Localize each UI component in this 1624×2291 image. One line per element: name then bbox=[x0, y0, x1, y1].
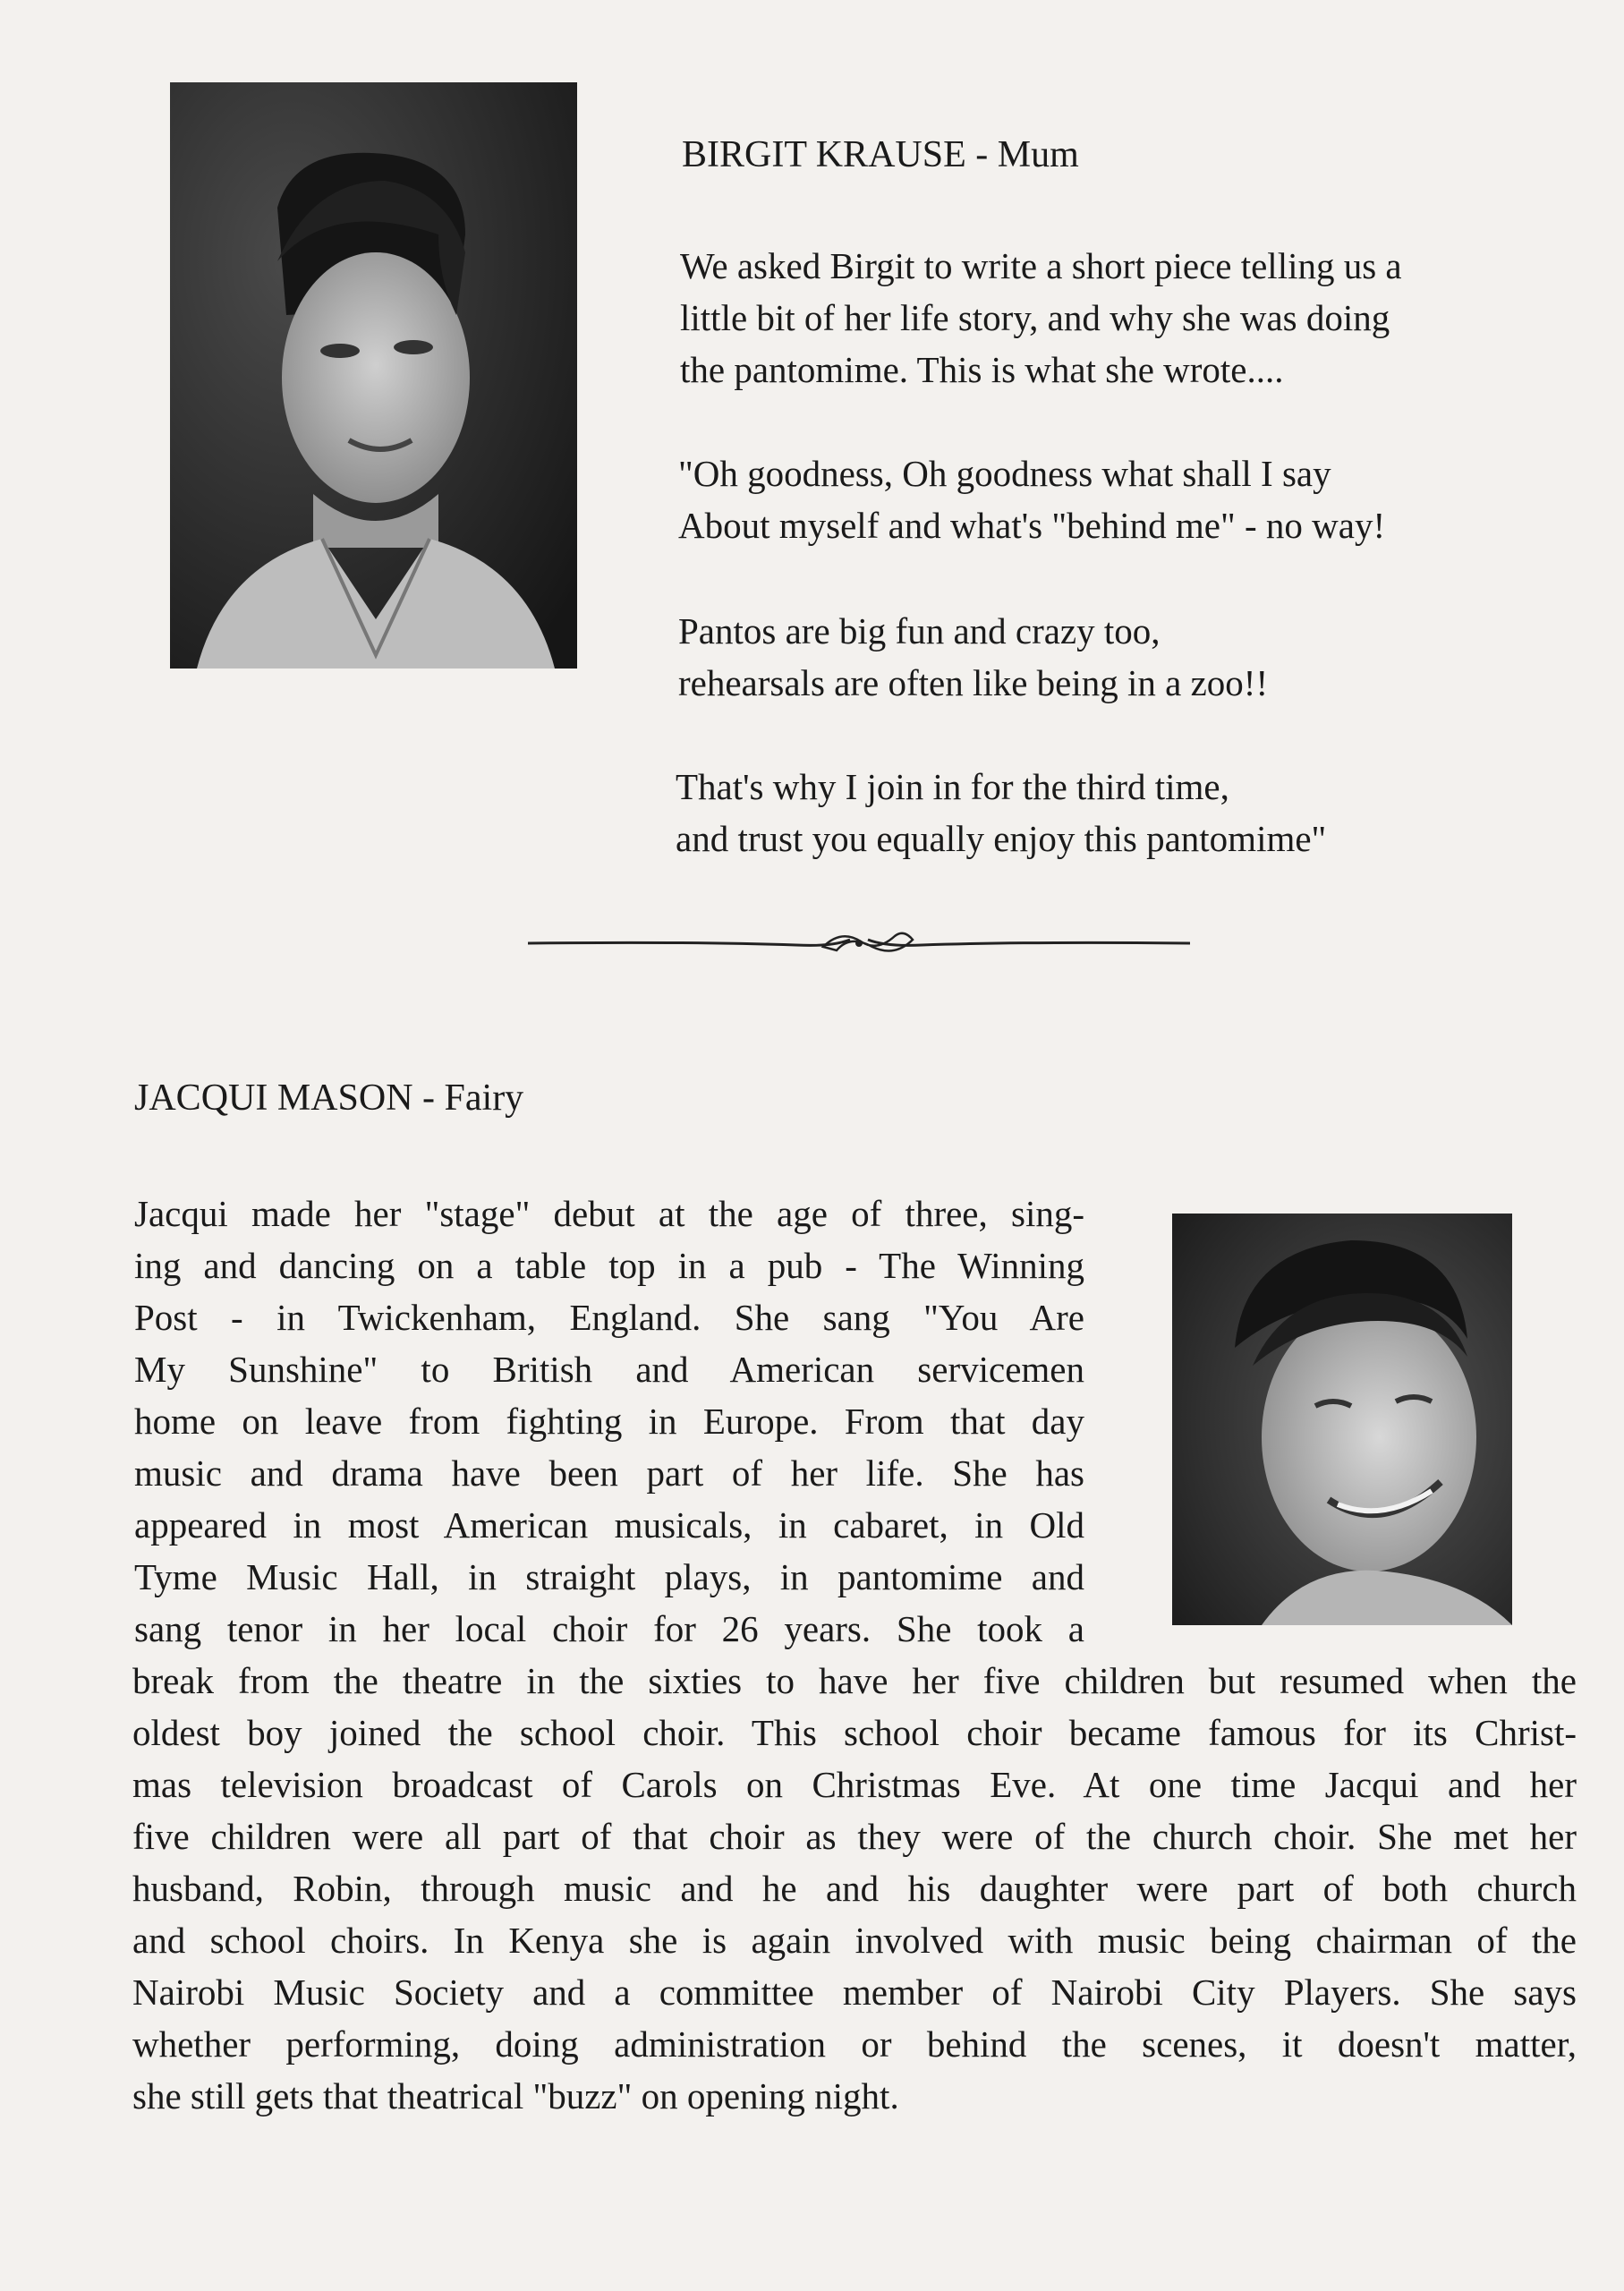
text-line: oldest boy joined the school choir. This school choir became famous for its Christ- bbox=[132, 1712, 1577, 1753]
text-line: ing and dancing on a table top in a pub - The Winning bbox=[134, 1245, 1084, 1286]
text-line: About myself and what's "behind me" - no way! bbox=[678, 505, 1386, 546]
text-line: break from the theatre in the sixties to have her five children but resumed when the bbox=[132, 1660, 1577, 1701]
text-line: home on leave from fighting in Europe. From that day bbox=[134, 1401, 1084, 1442]
text-line: husband, Robin, through music and he and his daughter were part of both church bbox=[132, 1868, 1577, 1909]
ornamental-divider bbox=[528, 922, 1190, 967]
text-line: she still gets that theatrical "buzz" on opening night. bbox=[132, 2075, 899, 2116]
text-line: mas television broadcast of Carols on Christmas Eve. At one time Jacqui and her bbox=[132, 1764, 1577, 1805]
birgit-verse-3 bbox=[676, 761, 1326, 864]
text-line: My Sunshine" to British and American servicemen bbox=[134, 1349, 1084, 1390]
text-line: little bit of her life story, and why she was doing bbox=[680, 297, 1390, 338]
text-line: We asked Birgit to write a short piece telling us a bbox=[680, 245, 1402, 286]
text-line: and trust you equally enjoy this pantomime" bbox=[676, 818, 1327, 859]
text-line: Post - in Twickenham, England. She sang "You Are bbox=[134, 1297, 1084, 1338]
text-line: whether performing, doing administration or behind the scenes, it doesn't matter, bbox=[132, 2023, 1577, 2065]
text-line: Nairobi Music Society and a committee member of Nairobi City Players. She says bbox=[132, 1972, 1577, 2013]
text-line: sang tenor in her local choir for 26 years. She took a bbox=[134, 1608, 1084, 1649]
text-line: the pantomime. This is what she wrote.... bbox=[680, 349, 1284, 390]
text-line: appeared in most American musicals, in cabaret, in Old bbox=[134, 1504, 1084, 1546]
text-line: five children were all part of that choir as they were of the church choir. She met her bbox=[132, 1816, 1577, 1857]
text-line: Jacqui made her "stage" debut at the age of three, sing- bbox=[134, 1193, 1084, 1234]
text-line: Tyme Music Hall, in straight plays, in pantomime and bbox=[134, 1556, 1084, 1597]
text-line: and school choirs. In Kenya she is again involved with music being chairman of the bbox=[132, 1920, 1577, 1961]
text-line: rehearsals are often like being in a zoo!! bbox=[678, 662, 1269, 703]
text-line: "Oh goodness, Oh goodness what shall I say bbox=[678, 453, 1331, 494]
birgit-verse-2 bbox=[678, 605, 1268, 709]
text-line: Pantos are big fun and crazy too, bbox=[678, 610, 1161, 652]
birgit-krause-photo bbox=[170, 82, 577, 669]
birgit-heading: BIRGIT KRAUSE - Mum bbox=[682, 134, 1079, 175]
birgit-verse-1 bbox=[678, 447, 1385, 551]
jacqui-bio-full bbox=[132, 1655, 1577, 2122]
jacqui-mason-photo bbox=[1172, 1214, 1512, 1625]
text-line: music and drama have been part of her life. She has bbox=[134, 1452, 1084, 1494]
jacqui-heading: JACQUI MASON - Fairy bbox=[134, 1077, 524, 1119]
birgit-intro bbox=[680, 240, 1402, 396]
text-line: That's why I join in for the third time, bbox=[676, 766, 1229, 807]
jacqui-bio-wrapped bbox=[134, 1188, 1084, 1655]
